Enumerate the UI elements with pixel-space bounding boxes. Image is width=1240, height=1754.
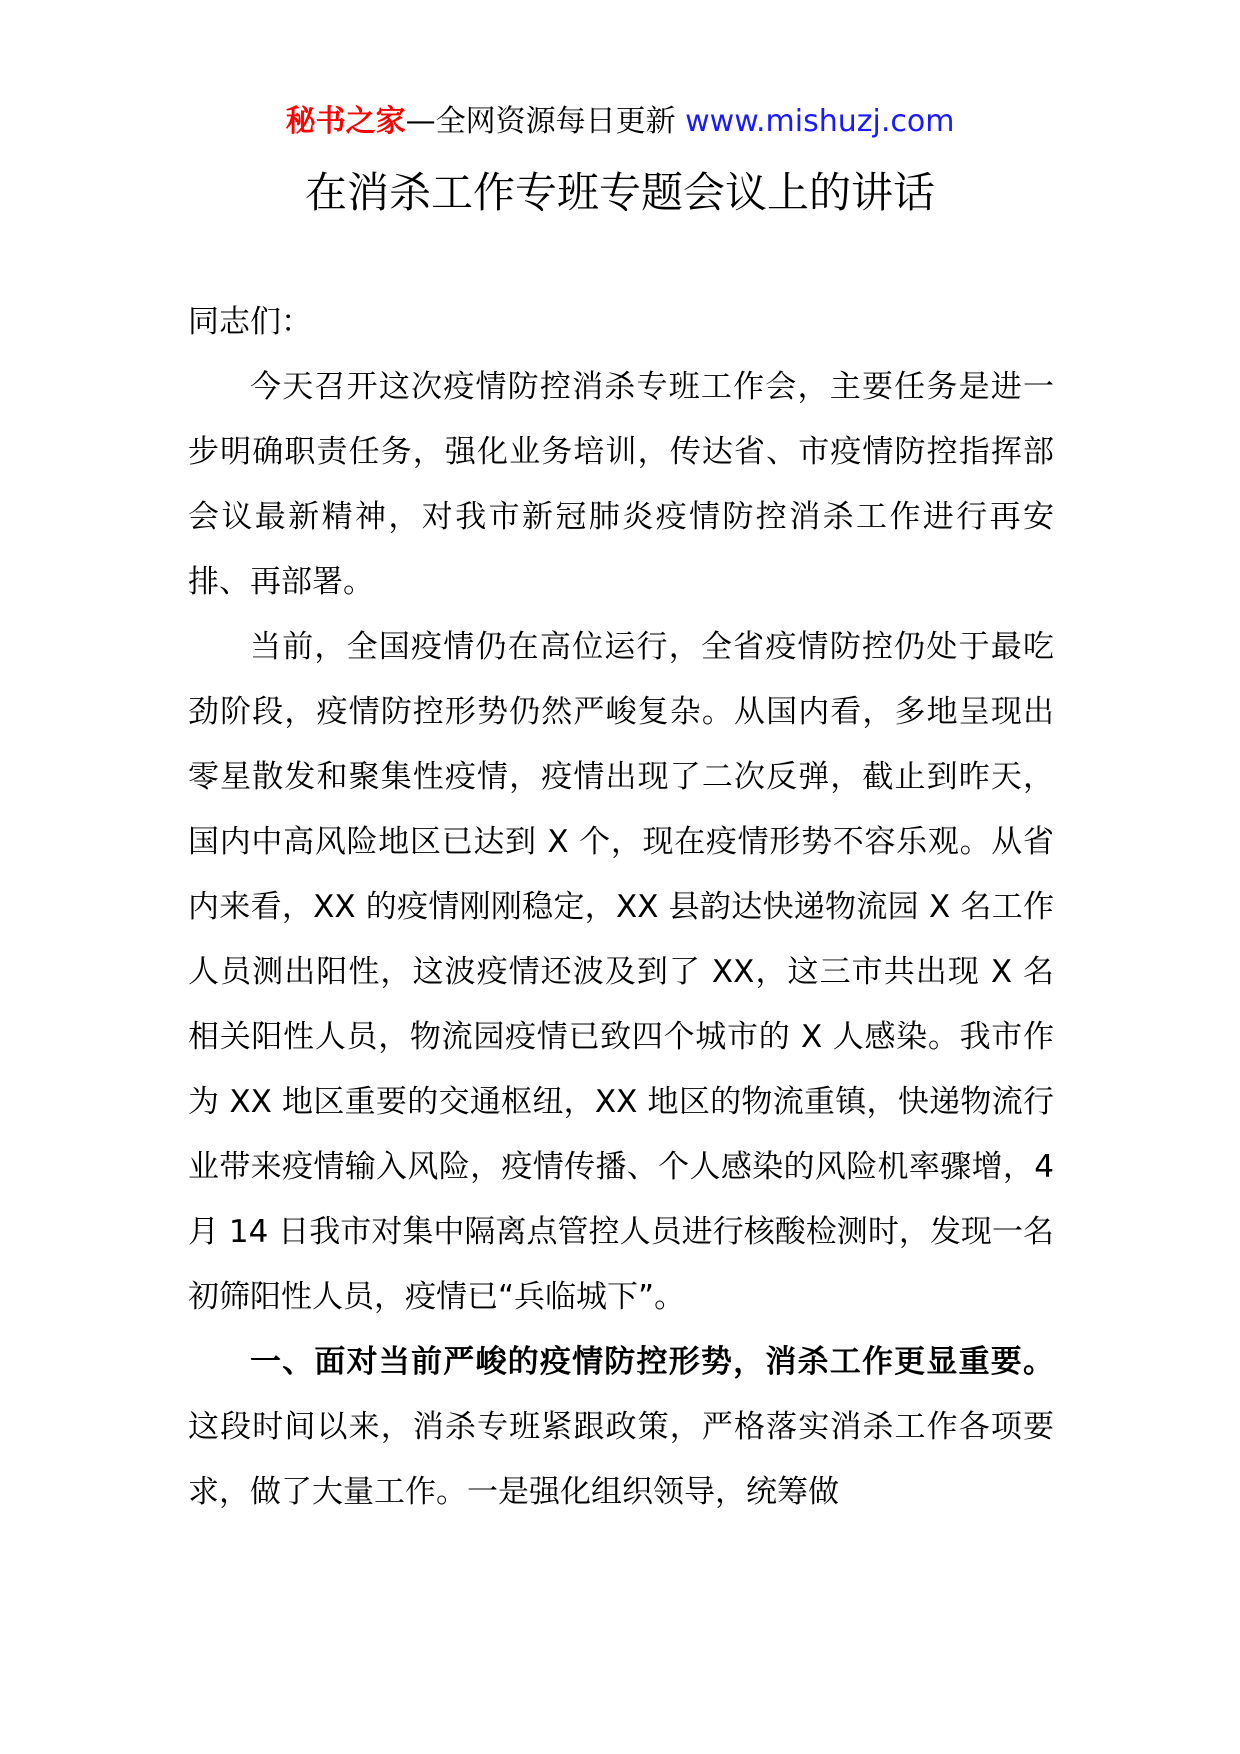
paragraph-section-one bbox=[188, 1330, 1054, 1525]
site-url-link[interactable]: www.mishuzj.com bbox=[685, 104, 955, 139]
paragraph-intro: 今天召开这次疫情防控消杀专班工作会，主要任务是进一步明确职责任务，强化业务培训，传达省、市疫情防控指挥部会议最新精神，对我市新冠肺炎疫情防控消杀工作进行再安排、再部署。 bbox=[188, 369, 1054, 600]
brand-name: 秘书之家 bbox=[285, 104, 406, 139]
paragraph-situation: 当前，全国疫情仍在高位运行，全省疫情防控仍处于最吃劲阶段，疫情防控形势仍然严峻复杂。从国内看，多地呈现出零星散发和聚集性疫情，疫情出现了二次反弹，截止到昨天，国内中高风险地区已达到 X 个，现在疫情形势不容乐观。从省内来看，XX 的疫情刚刚稳定，XX 县韵达快递物流园 X 名工作人员测出阳性，这波疫情还波及到了 XX，这三市共出现 X 名相关阳性人员，物流园疫情已致四个城市的 X 人感染。我市作为 XX 地区重要的交通枢纽，XX 地区的物流重镇，快递物流行业带来疫情输入风险，疫情传播、个人感染的风险机率骤增，4 月 14 日我市对集中隔离点管控人员进行核酸检测时，发现一名初筛阳性人员，疫情已“兵临城下”。 bbox=[188, 629, 1054, 1315]
document-title: 在消杀工作专班专题会议上的讲话 bbox=[304, 168, 935, 217]
header-tagline: —全网资源每日更新 bbox=[405, 104, 686, 139]
salutation: 同志们： bbox=[188, 304, 312, 340]
site-header bbox=[0, 100, 1240, 144]
section-one-heading: 一、面对当前严峻的疫情防控形势，消杀工作更显重要。 bbox=[250, 1344, 1054, 1380]
section-one-text: 这段时间以来，消杀专班紧跟政策，严格落实消杀工作各项要求，做了大量工作。一是强化组织领导，统筹做 bbox=[188, 1409, 1054, 1510]
document-body bbox=[188, 290, 1054, 1525]
